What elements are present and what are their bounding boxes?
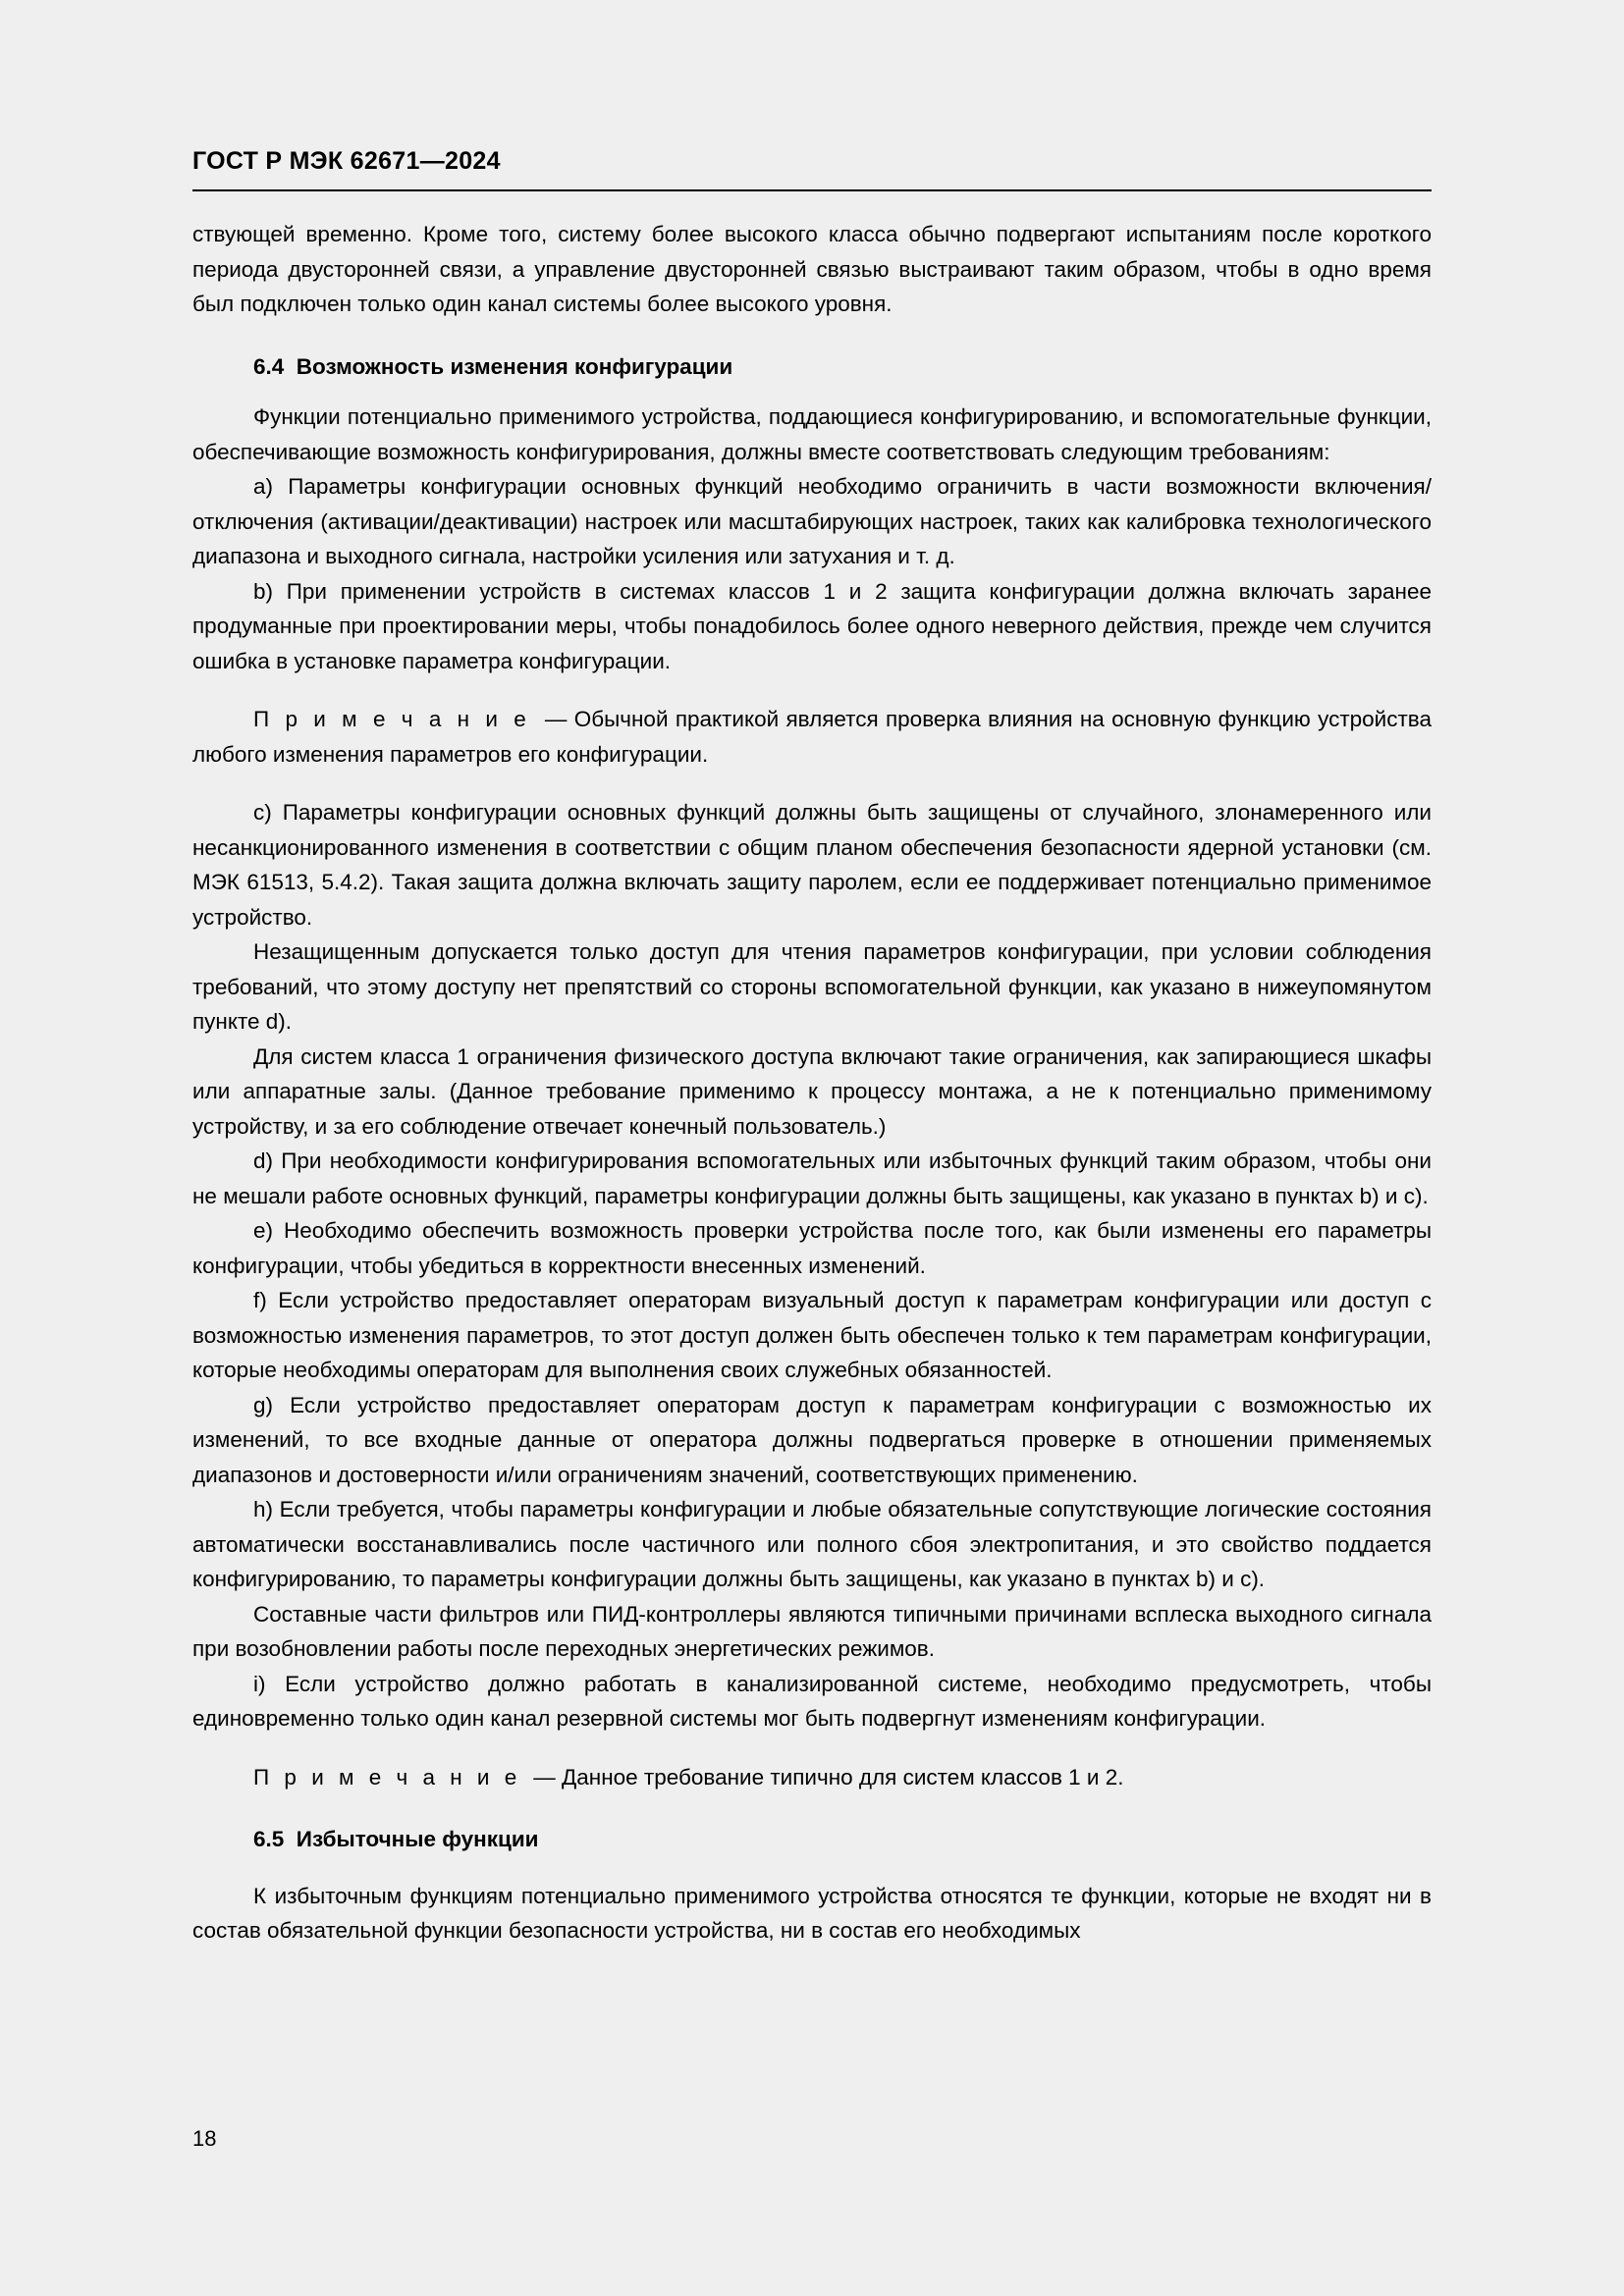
paragraph-6-5-intro: К избыточным функциям потенциально применимого устройства относятся те функции, которые не входят ни в состав обязательной функции безопасности устройства, ни в состав его необходимых [192,1883,1432,1943]
paragraph-6-4-h: h) Если требуется, чтобы параметры конфигурации и любые обязательные сопутствующие логические состояния автоматически восстанавливались после частичного или полного сбоя электропитания, и это свойство поддается конфигурированию, то параметры конфигурации должны быть защищены, как указано в пунктах b) и c). [192,1497,1432,1591]
note-2 [192,1760,1432,1795]
document-header-title: ГОСТ Р МЭК 62671—2024 [192,147,501,175]
note-1-label: П р и м е ч а н и е [253,707,531,731]
section-title-6-5: Избыточные функции [296,1827,539,1851]
note-1-text: — Обычной практикой является проверка влияния на основную функцию устройства любого изменения параметров его конфигурации. [192,707,1432,767]
section-heading-6-4 [192,349,1432,385]
paragraph-6-4-g: g) Если устройство предоставляет операторам доступ к параметрам конфигурации с возможностью их изменений, то все входные данные от оператора должны подвергаться проверке в отношении применяемых диапазонов и достоверности и/или ограничениям значений, соответствующих применению. [192,1392,1432,1487]
paragraph-6-4-c: c) Параметры конфигурации основных функций должны быть защищены от случайного, злонамеренного или несанкционированного изменения в соответствии с общим планом обеспечения безопасности ядерной установки (см. МЭК 61513, 5.4.2). Такая защита должна включать защиту паролем, если ее поддерживает потенциально применимое устройство. [192,800,1432,930]
paragraph-6-4-a: a) Параметры конфигурации основных функций необходимо ограничить в части возможности включения/отключения (активации/деактивации) настроек или масштабирующих настроек, таких как калибровка технологического диапазона и выходного сигнала, настройки усиления или затухания и т. д. [192,474,1432,568]
section-title-6-4: Возможность изменения конфигурации [296,353,733,379]
note-1 [192,702,1432,772]
page-content [192,147,1432,1949]
paragraph-6-4-intro: Функции потенциально применимого устройства, поддающиеся конфигурированию, и вспомогательные функции, обеспечивающие возможность конфигурирования, должны вместе соответствовать следующим требованиям: [192,404,1432,464]
paragraph-6-4-e: e) Необходимо обеспечить возможность проверки устройства после того, как были изменены его параметры конфигурации, чтобы убедиться в корректности внесенных изменений. [192,1218,1432,1278]
paragraph-6-4-i: i) Если устройство должно работать в канализированной системе, необходимо предусмотреть, чтобы единовременно только один канал резервной системы мог быть подвергнут изменениям конфигурации. [192,1671,1432,1731]
section-number-6-4: 6.4 [253,353,285,379]
paragraph-6-4-class1-access: Для систем класса 1 ограничения физического доступа включают такие ограничения, как запирающиеся шкафы или аппаратные залы. (Данное требование применимо к процессу монтажа, а не к потенциально применимому устройству, и за его соблюдение отвечает конечный пользователь.) [192,1043,1432,1139]
header-divider [192,189,1432,191]
paragraph-6-4-d: d) При необходимости конфигурирования вспомогательных или избыточных функций таким образом, чтобы они не мешали работе основных функций, параметры конфигурации должны быть защищены, как указано в пунктах b) и c). [192,1148,1432,1208]
paragraph-6-4-c-read-access: Незащищенным допускается только доступ для чтения параметров конфигурации, при условии соблюдения требований, что этому доступу нет препятствий со стороны вспомогательной функции, как указано в нижеупомянутом пункте d). [192,939,1432,1034]
section-number-6-5: 6.5 [253,1827,285,1851]
paragraph-6-4-b: b) При применении устройств в системах классов 1 и 2 защита конфигурации должна включать заранее продуманные при проектировании меры, чтобы понадобилось более одного неверного действия, прежде чем случится ошибка в установке параметра конфигурации. [192,578,1432,673]
note-2-label: П р и м е ч а н и е [253,1764,521,1789]
paragraph-continued: ствующей временно. Кроме того, систему более высокого класса обычно подвергают испытаниям после короткого периода двусторонней связи, а управление двусторонней связью выстраивают таким образом, чтобы в одно время был подключен только один канал системы более высокого уровня. [192,222,1432,316]
paragraph-6-4-f: f) Если устройство предоставляет операторам визуальный доступ к параметрам конфигурации или доступ с возможностью изменения параметров, то этот доступ должен быть обеспечен только к тем параметрам конфигурации, которые необходимы операторам для выполнения своих служебных обязанностей. [192,1288,1432,1382]
note-2-text: — Данное требование типично для систем классов 1 и 2. [533,1764,1124,1789]
paragraph-6-4-filters: Составные части фильтров или ПИД-контроллеры являются типичными причинами всплеска выходного сигнала при возобновлении работы после переходных энергетических режимов. [192,1601,1432,1661]
page-number: 18 [192,2126,217,2151]
section-heading-6-5 [192,1822,1432,1857]
